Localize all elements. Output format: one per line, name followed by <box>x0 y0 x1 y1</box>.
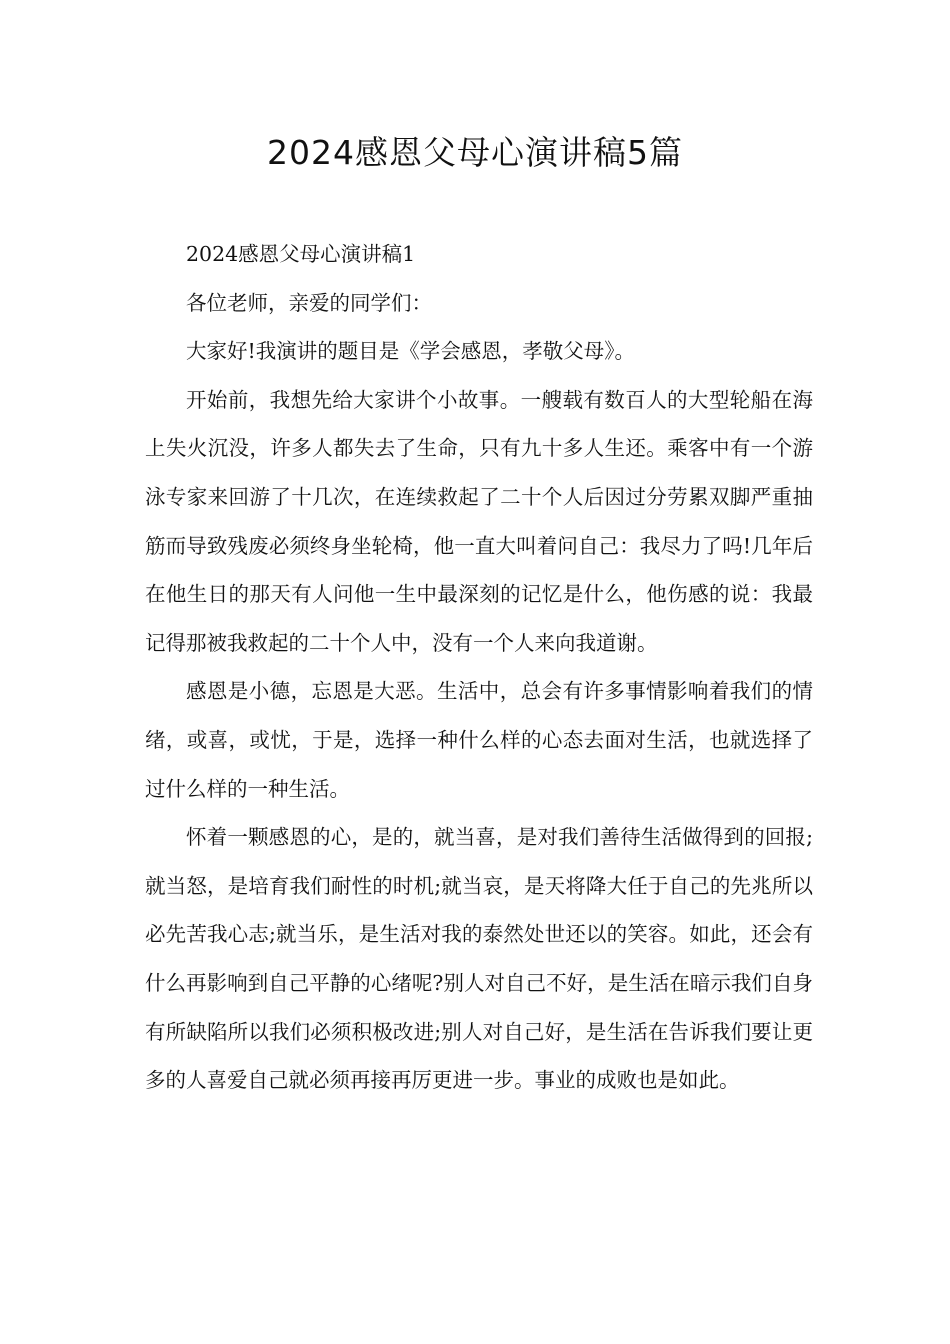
section-heading: 2024感恩父母心演讲稿1 <box>186 242 416 266</box>
salutation-paragraph: 各位老师，亲爱的同学们： <box>186 290 432 315</box>
gratitude-paragraph: 感恩是小德，忘恩是大恶。生活中，总会有许多事情影响着我们的情绪，或喜，或忧，于是，选择一种什么样的心态去面对生活，也就选择了过什么样的一种生活。 <box>145 679 813 801</box>
document-body <box>145 230 813 1105</box>
document-title: 2024感恩父母心演讲稿5篇 <box>267 133 683 172</box>
grateful-heart-paragraph: 怀着一颗感恩的心，是的，就当喜，是对我们善待生活做得到的回报;就当怒，是培育我们耐性的时机;就当哀，是天将降大任于自己的先兆所以必先苦我心志;就当乐，是生活对我的泰然处世还以的笑容。如此，还会有什么再影响到自己平静的心绪呢?别人对自己不好，是生活在暗示我们自身有所缺陷所以我们必须积极改进;别人对自己好，是生活在告诉我们要让更多的人喜爱自己就必须再接再厉更进一步。事业的成败也是如此。 <box>145 825 813 1093</box>
greeting-paragraph: 大家好!我演讲的题目是《学会感恩，孝敬父母》。 <box>186 339 635 364</box>
story-paragraph: 开始前，我想先给大家讲个小故事。一艘载有数百人的大型轮船在海上失火沉没，许多人都失去了生命，只有九十多人生还。乘客中有一个游泳专家来回游了十几次，在连续救起了二十个人后因过分劳累双脚严重抽筋而导致残废必须终身坐轮椅，他一直大叫着问自己：我尽力了吗!几年后在他生日的那天有人问他一生中最深刻的记忆是什么，他伤感的说：我最记得那被我救起的二十个人中，没有一个人来向我道谢。 <box>145 387 813 655</box>
